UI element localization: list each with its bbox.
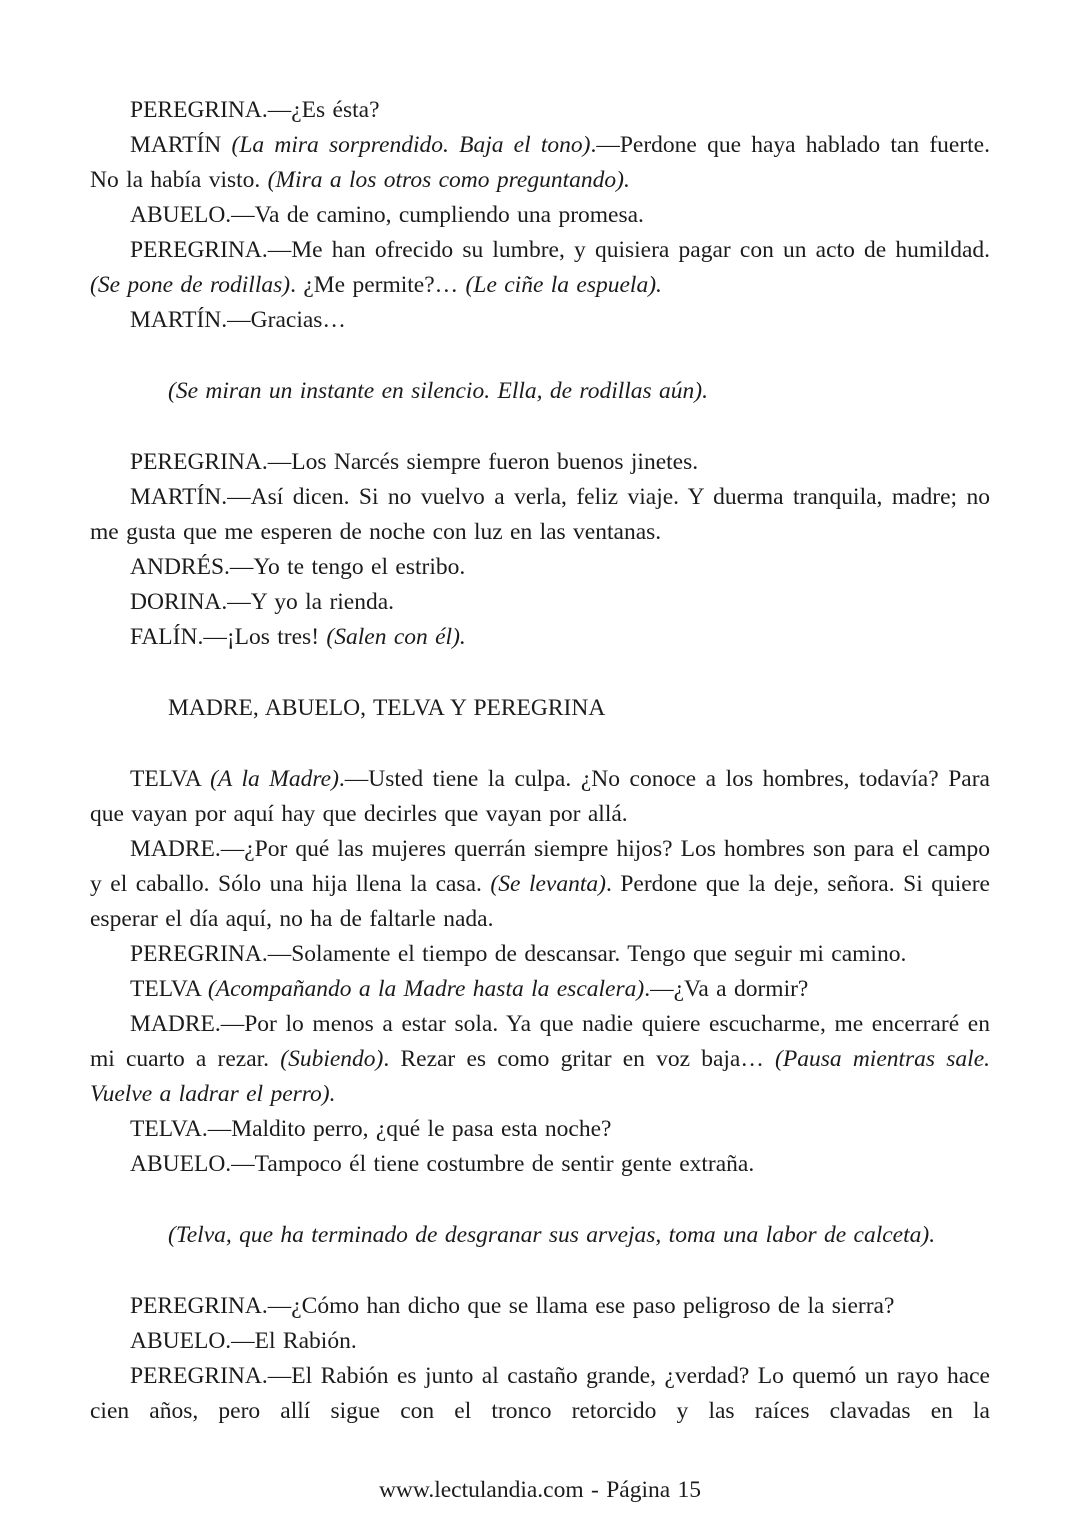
stage-note-text: (Mira a los otros como preguntando). <box>267 167 630 193</box>
text-segment: MARTÍN <box>130 132 232 158</box>
dialogue-paragraph <box>90 832 990 937</box>
text-segment: TELVA <box>130 976 208 1002</box>
text-segment: .—Usted tiene la culpa. ¿No conoce a los hombres, todavía? Para que vayan por aquí hay que decirles que vayan por allá. <box>90 766 990 827</box>
stage-direction <box>133 1218 990 1253</box>
text-segment: . Rezar es como gritar en voz baja… <box>383 1046 776 1072</box>
dialogue-paragraph <box>90 303 990 338</box>
dialogue-paragraph <box>90 1007 990 1112</box>
text-segment: PEREGRINA.—El Rabión es junto al castaño grande, ¿verdad? Lo quemó un rayo hace cien años, pero allí sigue con el tronco retorcido y las raíces clavadas en la <box>90 1363 990 1424</box>
text-segment: PEREGRINA.—Solamente el tiempo de descansar. Tengo que seguir mi camino. <box>130 941 907 967</box>
text-segment: ABUELO.—Tampoco él tiene costumbre de sentir gente extraña. <box>130 1151 755 1177</box>
stage-note-text: (Acompañando a la Madre hasta la escalera) <box>207 976 645 1002</box>
text-segment: MARTÍN.—Gracias… <box>130 307 346 333</box>
stage-note-text: (Salen con él). <box>326 624 466 650</box>
text-segment: TELVA.—Maldito perro, ¿qué le pasa esta noche? <box>130 1116 612 1142</box>
page-body <box>90 93 990 1429</box>
dialogue-paragraph <box>90 1112 990 1147</box>
text-segment: ABUELO.—El Rabión. <box>130 1328 357 1354</box>
stage-note-text: (Le ciñe la espuela). <box>465 272 662 298</box>
dialogue-paragraph <box>90 585 990 620</box>
text-segment: DORINA.—Y yo la rienda. <box>130 589 395 615</box>
stage-note-text: (Se miran un instante en silencio. Ella, de rodillas aún). <box>168 378 709 404</box>
dialogue-paragraph <box>90 937 990 972</box>
dialogue-paragraph <box>90 1324 990 1359</box>
dialogue-paragraph <box>90 762 990 832</box>
stage-note-text: (A la Madre) <box>210 766 339 792</box>
text-segment: .—Perdone que haya hablado tan fuerte. No la había visto. <box>90 132 990 193</box>
dialogue-paragraph <box>90 550 990 585</box>
text-segment: MADRE, ABUELO, TELVA Y PEREGRINA <box>168 695 606 721</box>
dialogue-paragraph <box>90 480 990 550</box>
text-segment: PEREGRINA.—¿Cómo han dicho que se llama ese paso peligroso de la sierra? <box>130 1293 895 1319</box>
dialogue-paragraph <box>90 445 990 480</box>
stage-note-text: (Pausa mientras sale. Vuelve a ladrar el perro). <box>90 1046 990 1107</box>
text-segment: .—¿Va a dormir? <box>644 976 809 1002</box>
text-segment: . Perdone que la deje, señora. Si quiere esperar el día aquí, no ha de faltarle nada. <box>90 871 990 932</box>
dialogue-paragraph <box>90 972 990 1007</box>
dialogue-paragraph <box>90 1289 990 1324</box>
text-segment: MARTÍN.—Así dicen. Si no vuelvo a verla, feliz viaje. Y duerma tranquila, madre; no me gusta que me esperen de noche con luz en las ventanas. <box>90 484 990 545</box>
stage-note-text: (La mira sorprendido. Baja el tono) <box>231 132 591 158</box>
page-footer: www.lectulandia.com - Página 15 <box>378 1477 702 1503</box>
dialogue-paragraph <box>90 198 990 233</box>
text-segment: TELVA <box>130 766 211 792</box>
dialogue-paragraph <box>90 93 990 128</box>
stage-note-text: (Se pone de rodillas) <box>90 272 291 298</box>
text-segment: MADRE.—¿Por qué las mujeres querrán siempre hijos? Los hombres son para el campo y el caballo. Sólo una hija llena la casa. <box>90 836 990 897</box>
text-segment: FALÍN.—¡Los tres! <box>130 624 327 650</box>
dialogue-paragraph <box>90 233 990 303</box>
stage-note-text: (Subiendo) <box>280 1046 384 1072</box>
text-segment: . ¿Me permite?… <box>290 272 466 298</box>
stage-note-text: (Telva, que ha terminado de desgranar sus arvejas, toma una labor de calceta). <box>168 1222 936 1248</box>
stage-direction <box>133 374 990 409</box>
text-segment: ABUELO.—Va de camino, cumpliendo una promesa. <box>130 202 644 228</box>
text-segment: ANDRÉS.—Yo te tengo el estribo. <box>130 554 466 580</box>
text-segment: MADRE.—Por lo menos a estar sola. Ya que nadie quiere escucharme, me encerraré en mi cuarto a rezar. <box>90 1011 990 1072</box>
scene-heading <box>168 691 990 726</box>
dialogue-paragraph <box>90 128 990 198</box>
text-segment: PEREGRINA.—¿Es ésta? <box>130 97 380 123</box>
dialogue-paragraph <box>90 1147 990 1182</box>
dialogue-paragraph <box>90 1359 990 1429</box>
text-segment: PEREGRINA.—Los Narcés siempre fueron buenos jinetes. <box>130 449 699 475</box>
dialogue-paragraph <box>90 620 990 655</box>
stage-note-text: (Se levanta) <box>490 871 606 897</box>
text-segment: PEREGRINA.—Me han ofrecido su lumbre, y quisiera pagar con un acto de humildad. <box>130 237 990 263</box>
